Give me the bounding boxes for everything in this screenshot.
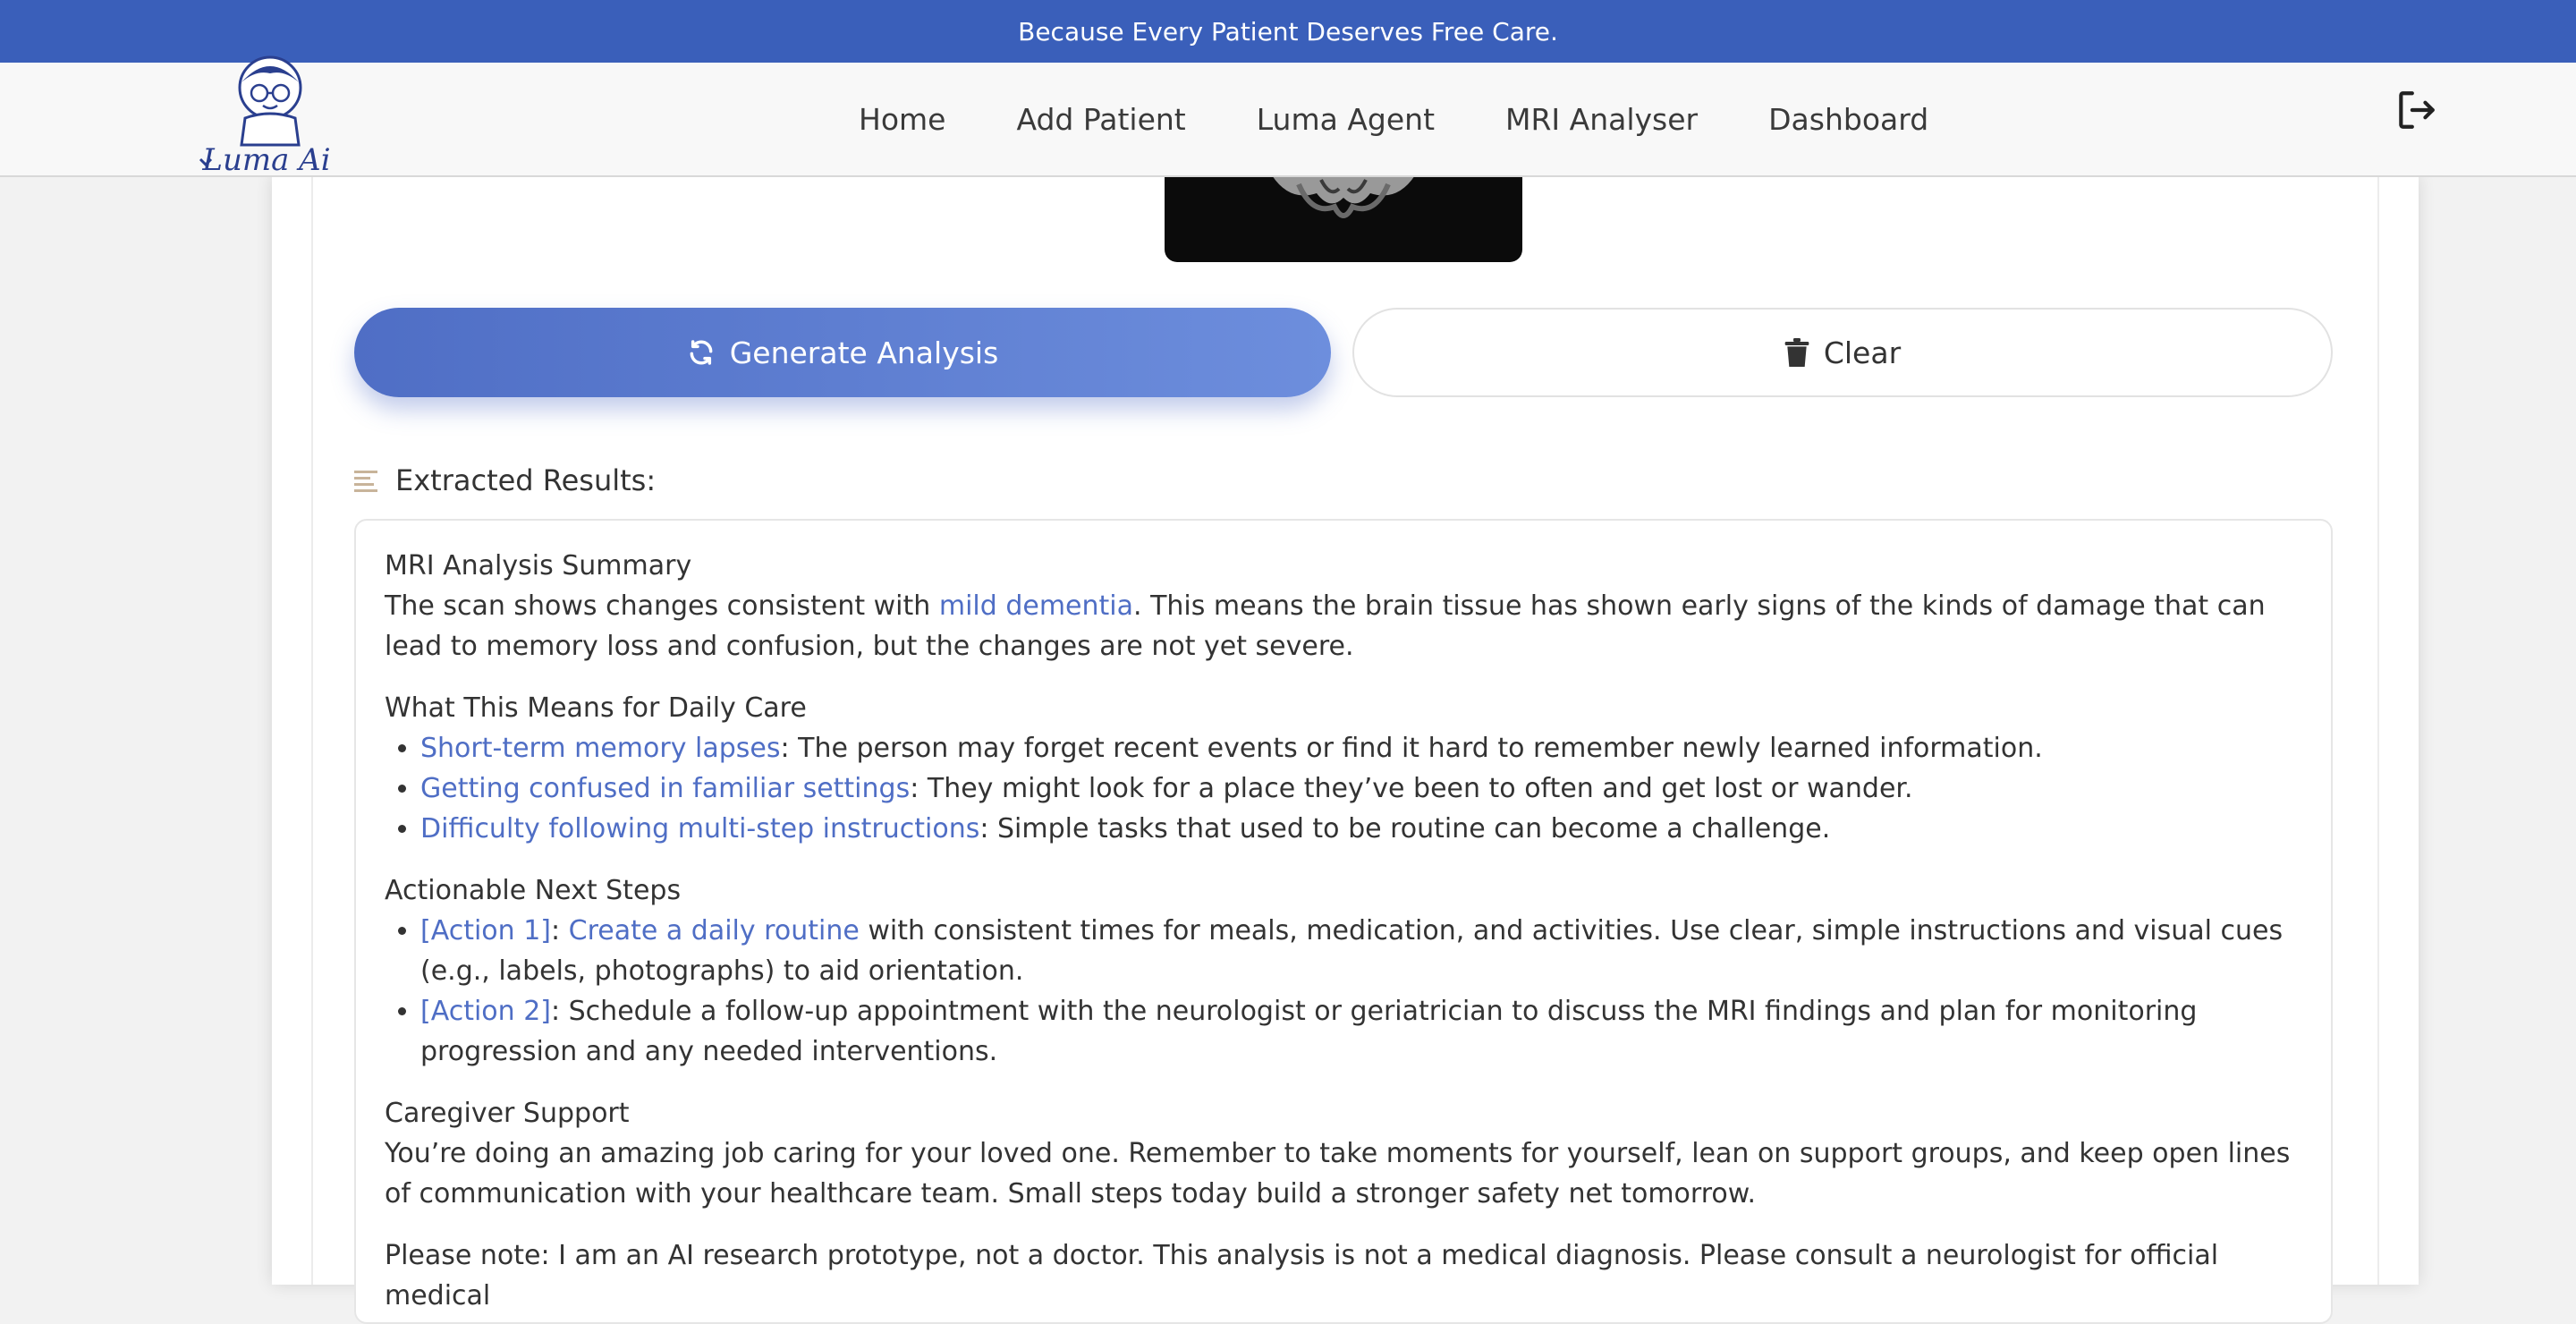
luma-ai-logo[interactable] [195,52,338,186]
caregiver-text: You’re doing an amazing job caring for your loved one. Remember to take moments for yourself, lean on support groups, and keep open lines of communication with your healthcare team. Small steps today build a stronger safety net tomorrow. [385,1138,2291,1209]
daily-item-text: : The person may forget recent events or find it hard to remember newly learned information. [780,733,2043,764]
daily-item-highlight: Getting confused in familiar settings [420,773,911,804]
list-item [420,809,2302,849]
banner-text: Because Every Patient Deserves Free Care. [1018,16,1558,47]
next-steps-list [385,911,2302,1072]
summary-highlight: mild dementia [938,590,1133,622]
generate-analysis-button[interactable] [354,308,1331,397]
list-item [420,728,2302,768]
card-border-right [2377,175,2379,1285]
logout-icon[interactable] [2394,88,2438,132]
trash-icon [1784,338,1809,367]
refresh-icon [687,338,716,367]
list-icon [354,468,379,493]
list-item [420,991,2302,1072]
results-header-label: Extracted Results: [395,463,657,497]
action-tag: [Action 1] [420,915,551,946]
mri-scan-preview [1165,175,1522,262]
navbar [0,63,2576,177]
action-text: : Schedule a follow-up appointment with the neurologist or geriatrician to discuss the MRI findings and plan for monitoring progression and any needed interventions. [420,996,2198,1067]
next-steps-title: Actionable Next Steps [385,875,682,906]
daily-item-highlight: Difficulty following multi-step instructions [420,813,980,844]
daily-care-list [385,728,2302,849]
nav-luma-agent[interactable]: Luma Agent [1256,101,1436,137]
summary-title: MRI Analysis Summary [385,550,692,581]
top-banner [0,0,2576,63]
action-highlight: Create a daily routine [568,915,860,946]
summary-text [385,586,2302,666]
nav-add-patient[interactable]: Add Patient [1016,101,1186,137]
nav-dashboard[interactable]: Dashboard [1768,101,1929,137]
generate-analysis-label: Generate Analysis [729,335,999,370]
daily-care-title: What This Means for Daily Care [385,692,807,724]
list-item [420,768,2302,809]
clear-label: Clear [1823,335,1902,370]
daily-item-highlight: Short-term memory lapses [420,733,781,764]
action-text: with consistent times for meals, medication, and activities. Use clear, simple instructions and visual cues (e.g., labels, photographs) to aid orientation. [420,915,2284,987]
results-content [354,519,2333,1324]
disclaimer-text: Please note: I am an AI research prototype, not a doctor. This analysis is not a medical diagnosis. Please consult a neurologist for official medical [385,1240,2219,1311]
clear-button[interactable] [1352,308,2333,397]
card-border-left [311,175,313,1285]
daily-item-text: : Simple tasks that used to be routine can become a challenge. [979,813,1831,844]
nav-links [859,63,1999,175]
mri-scan-image [1165,175,1522,262]
summary-post: . This means the brain tissue has shown early signs of the kinds of damage that can lead to memory loss and confusion, but the changes are not yet severe. [385,590,2266,662]
action-tag: [Action 2] [420,996,551,1027]
nav-home[interactable]: Home [859,101,946,137]
list-item [420,911,2302,991]
nav-mri-analyser[interactable]: MRI Analyser [1505,101,1699,137]
daily-item-text: : They might look for a place they’ve been to often and get lost or wander. [910,773,1913,804]
logo-text: Luma Ai [202,142,331,178]
summary-pre: The scan shows changes consistent with [385,590,939,622]
action-sep: : [551,915,569,946]
caregiver-title: Caregiver Support [385,1098,630,1129]
results-header [354,463,656,497]
